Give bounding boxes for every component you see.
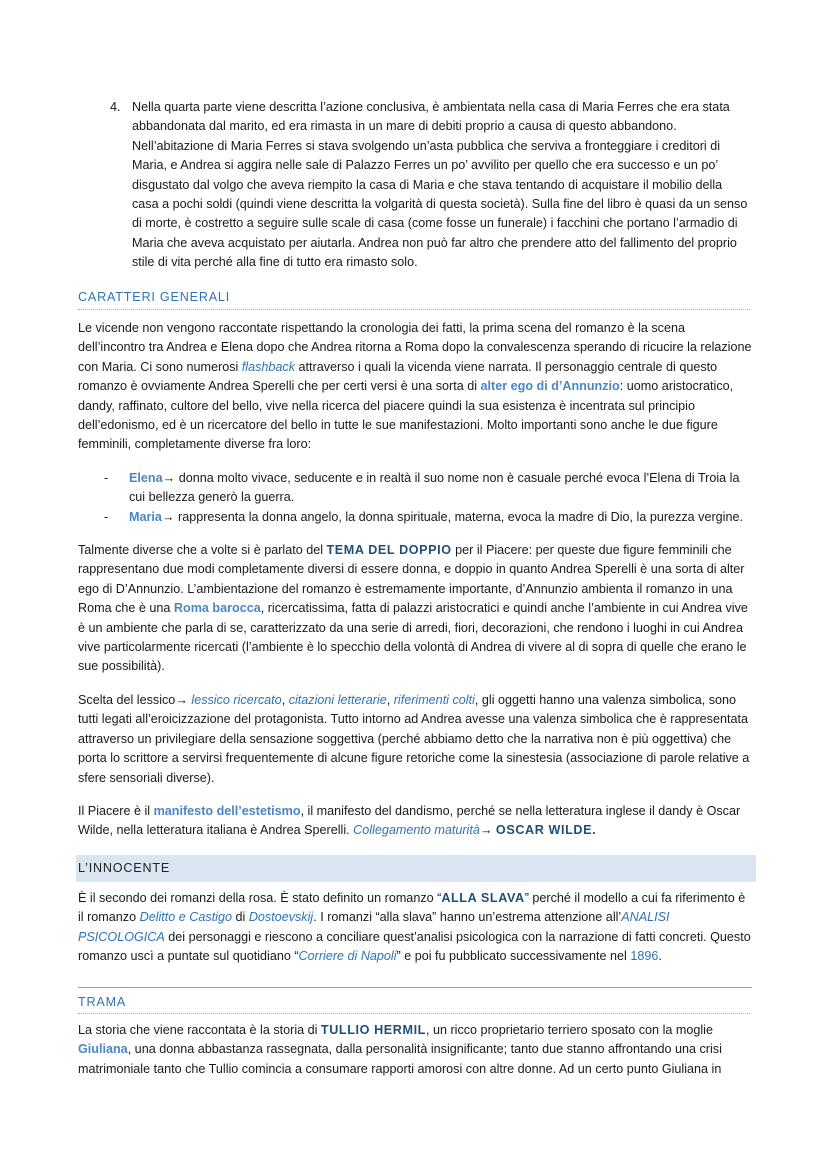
heading-divider: [78, 1013, 750, 1014]
roma-barocca-term: Roma barocca: [173, 601, 261, 616]
heading-divider: [78, 309, 750, 310]
paragraph-innocente: È il secondo dei romanzi della rosa. È stato definito un romanzo “ALLA SLAVA” perché il modello a cui fa riferimento è il romanzo Delitto e Castigo di Dostoevskij. I romanzi “alla slava” hanno un’estrema attenzione all’ANALISI PSICOLOGICA dei personaggi e riescono a conciliare quest’analisi psicologica con la narrazione di fatti concreti. Questo romanzo uscì a puntate sul quotidiano “Corriere di Napoli” e poi fu pubblicato successivamente nel 1896.: [78, 891, 751, 964]
section-heading-trama: TRAMA: [78, 995, 127, 1009]
tullio-hermil-term: TULLIO HERMIL: [320, 1023, 426, 1037]
oscar-wilde-term: OSCAR WILDE: [495, 823, 593, 838]
collegamento-label: Collegamento maturità: [353, 823, 480, 838]
flashback-term: flashback: [241, 359, 296, 374]
year-1896: 1896: [630, 949, 659, 964]
list-number: 4.: [110, 100, 121, 114]
alla-slava-term: ALLA SLAVA: [441, 891, 525, 905]
heading-shading: [76, 855, 756, 882]
arrow-icon: →: [479, 823, 493, 838]
alter-ego-term: alter ego di d’Annunzio: [480, 379, 620, 394]
section-heading-caratteri-generali: CARATTERI GENERALI: [78, 290, 231, 304]
arrow-icon: →: [161, 510, 175, 524]
paragraph-doppio: Talmente diverse che a volte si è parlato del TEMA DEL DOPPIO per il Piacere: per queste due figure femminili che rappresentano due modi completamente diversi di essere donna, e doppio in quanto Andrea Sperelli è una sorta di alter ego di D’Annunzio. L’ambientazione del romanzo è estremamente importante, d’Annunzio ambienta il romanzo in una Roma che è una Roma barocca, ricercatissima, fatta di palazzi aristocratici e quindi anche l’ambiente in cui Andrea vive è un ambiente che parla di se, caratterizzato da una serie di arredi, fiori, decorazioni, che rendono i luoghi in cui Andrea vive particolarmente ricercati (l’ambiente è lo specchio della volontà di Andrea di vivere al di sopra di quelle che erano le sue possibilità).: [78, 543, 748, 674]
bullet-elena: Elena→ donna molto vivace, seducente e in realtà il suo nome non è casuale perché evoca l’Elena di Troia la cui bellezza generò la guerra.: [129, 471, 740, 505]
manifesto-term: manifesto dell’estetismo: [153, 804, 301, 818]
bullet-dash: -: [104, 510, 109, 524]
arrow-icon: →: [162, 471, 176, 485]
bullet-maria: Maria→ rappresenta la donna angelo, la donna spirituale, materna, evoca la madre di Dio, la purezza vergine.: [129, 510, 743, 524]
giuliana-term: Giuliana: [78, 1042, 128, 1057]
section-divider: [78, 987, 752, 988]
paragraph-manifesto: Il Piacere è il manifesto dell’estetismo, il manifesto del dandismo, perché se nella letteratura inglese il dandy è Oscar Wilde, nella letteratura italiana è Andrea Sperelli. Collegamento maturità→ OSCAR WILDE.: [78, 804, 741, 838]
paragraph-trama: La storia che viene raccontata è la storia di TULLIO HERMIL, un ricco proprietario terriero sposato con la moglie Giuliana, una donna abbastanza rassegnata, dalla personalità insignificante; tanto due stanno affrontando una crisi matrimoniale tanto che Tullio comincia a consumare rapporti amorosi con altre donne. Ad un certo punto Giuliana in: [78, 1023, 722, 1076]
paragraph-intro: Le vicende non vengono raccontate rispettando la cronologia dei fatti, la prima scena del romanzo è la scena dell’incontro tra Andrea e Elena dopo che Andrea ritorna a Roma dopo la convalescenza sperando di ricucire la relazione con Maria. Ci sono numerosi flashback attraverso i quali la vicenda viene narrata. Il personaggio centrale di questo romanzo è ovviamente Andrea Sperelli che per certi versi è una sorta di alter ego di d’Annunzio: uomo aristocratico, dandy, raffinato, cultore del bello, vive nella ricerca del piacere quindi la sua esistenza è incentrata sul principio dell’edonismo, ed è un ricercatore del bello in tutte le sue manifestazioni. Molto importanti sono anche le due figure femminili, completamente diverse fra loro:: [78, 321, 752, 452]
item-4-paragraph: Nella quarta parte viene descritta l’azione conclusiva, è ambientata nella casa di Maria Ferres che era stata abbandonata dal marito, ed era rimasta in un mare di debiti proprio a causa di questo abbandono. Nell’abitazione di Maria Ferres si stava svolgendo un’asta pubblica che serviva a fronteggiare i creditori di Maria, e Andrea si aggira nelle sale di Palazzo Ferres un po’ avvilito per quello che era successo e un po’ disgustato dal volgo che aveva riempito la casa di Maria e che stava tentando di acquistare il mobilio della casa a pochi soldi (quindi viene descritta la volgarità di questa società). Sulla fine del libro è quasi da un senso di morte, è costretto a seguire sulle scale di casa (come fosse un funerale) i facchini che portano l’armadio di Maria che aveva acquistato per aiutarla. Andrea non può far altro che prendere atto del fallimento del proprio stile di vita perché alla fine di tutto era rimasto solo.: [132, 100, 748, 270]
arrow-icon: →: [175, 693, 188, 707]
tema-del-doppio-term: TEMA DEL DOPPIO: [326, 543, 452, 557]
analisi-term: ANALISI PSICOLOGICA: [78, 910, 670, 944]
paragraph-lessico: Scelta del lessico→ lessico ricercato, citazioni letterarie, riferimenti colti, gli oggetti hanno una valenza simbolica, sono tutti legati all’eroicizzazione del protagonista. Tutto intorno ad Andrea avesse una valenza simbolica che è rappresentata attraverso un privilegiare della sensazione soggettiva (perché abbiamo detto che la narrativa non è più oggettiva) che porta lo scrittore a servirsi frequentemente di alcune figure retoriche come la sinestesia (associazione di parole relative a sfere sensoriali diverse).: [78, 693, 750, 785]
section-heading-innocente: L’INNOCENTE: [78, 861, 171, 875]
bullet-dash: -: [104, 471, 109, 485]
